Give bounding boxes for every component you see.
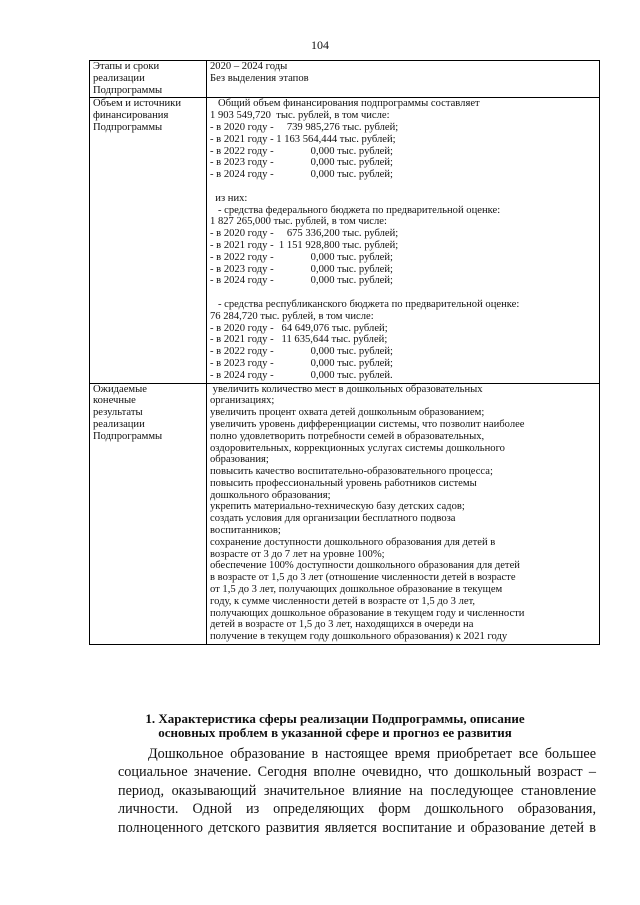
- row-value-line: Общий объем финансирования подпрограммы составляет: [210, 98, 480, 110]
- row-label-line: Подпрограммы: [93, 430, 163, 442]
- row-value-line: - в 2023 году - 0,000 тыс. рублей;: [210, 357, 393, 369]
- row-label-line: реализации: [93, 418, 145, 430]
- row-value-line: повысить профессиональный уровень работников системы: [210, 477, 477, 489]
- passport-table: [89, 60, 600, 645]
- row-label-line: результаты: [93, 407, 143, 419]
- row-value-line: увеличить количество мест в дошкольных образовательных: [210, 383, 483, 395]
- row-value-line: 1 903 549,720 тыс. рублей, в том числе:: [210, 110, 390, 122]
- row-value-line: в возрасте от 1,5 до 3 лет (отношение численности детей в возрасте: [210, 572, 516, 584]
- row-value-line: - в 2024 году - 0,000 тыс. рублей;: [210, 169, 393, 181]
- row-value-line: обеспечение 100% доступности дошкольного образования для детей: [210, 560, 520, 572]
- section-heading: [75, 712, 595, 740]
- row-value-line: увеличить процент охвата детей дошкольным образованием;: [210, 407, 485, 419]
- row-value-line: 1 827 265,000 тыс. рублей, в том числе:: [210, 216, 387, 228]
- paragraph-line: период, оказывающий значительное влияние на последующее становление: [118, 782, 596, 799]
- row-label-line: финансирования: [93, 110, 169, 122]
- row-value-line: возрасте от 3 до 7 лет на уровне 100%;: [210, 548, 385, 560]
- row-value-line: - в 2022 году - 0,000 тыс. рублей;: [210, 346, 393, 358]
- paragraph-line: полноценного детского развития является воспитание и образование детей в: [118, 819, 596, 836]
- row-label-line: Подпрограммы: [93, 84, 163, 96]
- row-value-line: - в 2023 году - 0,000 тыс. рублей;: [210, 157, 393, 169]
- row-label-line: Ожидаемые: [93, 383, 147, 395]
- row-value-line: 2020 – 2024 годы: [210, 61, 288, 72]
- row-value-line: оздоровительных, коррекционных услугах системы дошкольного: [210, 442, 505, 454]
- row-value-line: укрепить материально-техническую базу детских садов;: [210, 501, 465, 513]
- row-label-line: Объем и источники: [93, 98, 181, 110]
- passport-table-body: [90, 61, 600, 645]
- row-value-line: повысить качество воспитательно-образовательного процесса;: [210, 466, 493, 478]
- row-value-line: - в 2020 году - 64 649,076 тыс. рублей;: [210, 322, 388, 334]
- row-value-line: из них:: [210, 192, 248, 204]
- row-value-line: - в 2020 году - 739 985,276 тыс. рублей;: [210, 121, 399, 133]
- row-value-line: сохранение доступности дошкольного образования для детей в: [210, 536, 496, 548]
- page-number: 104: [311, 38, 329, 52]
- row-label-line: Подпрограммы: [93, 121, 163, 133]
- row-value-spacer: [210, 287, 597, 299]
- row-value-line: Без выделения этапов: [210, 72, 309, 84]
- row-value-line: воспитанников;: [210, 525, 281, 537]
- row-value-line: - в 2022 году - 0,000 тыс. рублей;: [210, 145, 393, 157]
- paragraph-line: социальное значение. Сегодня вполне очевидно, что дошкольный возраст –: [118, 764, 596, 781]
- row-value-line: - средства федерального бюджета по предварительной оценке:: [210, 204, 501, 216]
- row-value-line: создать условия для организации бесплатного подвоза: [210, 513, 456, 525]
- section-heading-line-2: основных проблем в указанной сфере и прогноз ее развития: [158, 725, 512, 740]
- row-value-line: - средства республиканского бюджета по предварительной оценке:: [210, 298, 520, 310]
- row-value-line: - в 2024 году - 0,000 тыс. рублей.: [210, 369, 393, 381]
- row-value-cell: [207, 383, 600, 645]
- row-value-line: - в 2021 году - 1 163 564,444 тыс. рублей;: [210, 133, 396, 145]
- row-value-spacer: [210, 181, 597, 193]
- row-value-line: 76 284,720 тыс. рублей, в том числе:: [210, 310, 374, 322]
- row-value-line: образования;: [210, 454, 269, 466]
- row-value-line: полно удовлетворить потребности семей в образовательных,: [210, 430, 485, 442]
- row-label-line: конечные: [93, 395, 136, 407]
- row-value-line: - в 2020 году - 675 336,200 тыс. рублей;: [210, 228, 399, 240]
- row-label-line: реализации: [93, 72, 145, 84]
- table-row: [90, 98, 600, 383]
- table-row: [90, 61, 600, 98]
- table-row: [90, 383, 600, 645]
- row-value-line: от 1,5 до 3 лет, получающих дошкольное образование в текущем: [210, 584, 503, 596]
- row-value-line: дошкольного образования;: [210, 489, 331, 501]
- row-value-line: - в 2023 году - 0,000 тыс. рублей;: [210, 263, 393, 275]
- row-value-line: - в 2022 году - 0,000 тыс. рублей;: [210, 251, 393, 263]
- row-label-cell: [90, 61, 207, 98]
- row-value-line: увеличить уровень дифференциации системы, что позволит наиболее: [210, 418, 525, 430]
- row-value-line: организациях;: [210, 395, 275, 407]
- row-label-cell: [90, 383, 207, 645]
- paragraph-line: Дошкольное образование в настоящее время приобретает все большее: [148, 746, 596, 762]
- row-value-line: - в 2024 году - 0,000 тыс. рублей;: [210, 275, 393, 287]
- row-label-cell: [90, 98, 207, 383]
- row-value-line: - в 2021 году - 1 151 928,800 тыс. рублей;: [210, 239, 399, 251]
- row-value-line: детей в возрасте от 1,5 до 3 лет, находящихся в очереди на: [210, 619, 474, 631]
- row-value-line: получение в текущем году дошкольного образования) к 2021 году: [210, 631, 508, 643]
- section-heading-line-1: 1. Характеристика сферы реализации Подпрограммы, описание: [145, 711, 525, 726]
- section-paragraph: [118, 745, 596, 837]
- row-value-line: получающих дошкольное образование в текущем году и численности: [210, 607, 525, 619]
- paragraph-line: личности. Одной из определяющих форм дошкольного образования,: [118, 801, 596, 818]
- row-value-line: году, к сумме численности детей в возрасте от 1,5 до 3 лет,: [210, 595, 476, 607]
- row-value-cell: [207, 61, 600, 98]
- row-value-line: - в 2021 году - 11 635,644 тыс. рублей;: [210, 334, 388, 346]
- row-value-cell: [207, 98, 600, 383]
- row-label-line: Этапы и сроки: [93, 61, 160, 72]
